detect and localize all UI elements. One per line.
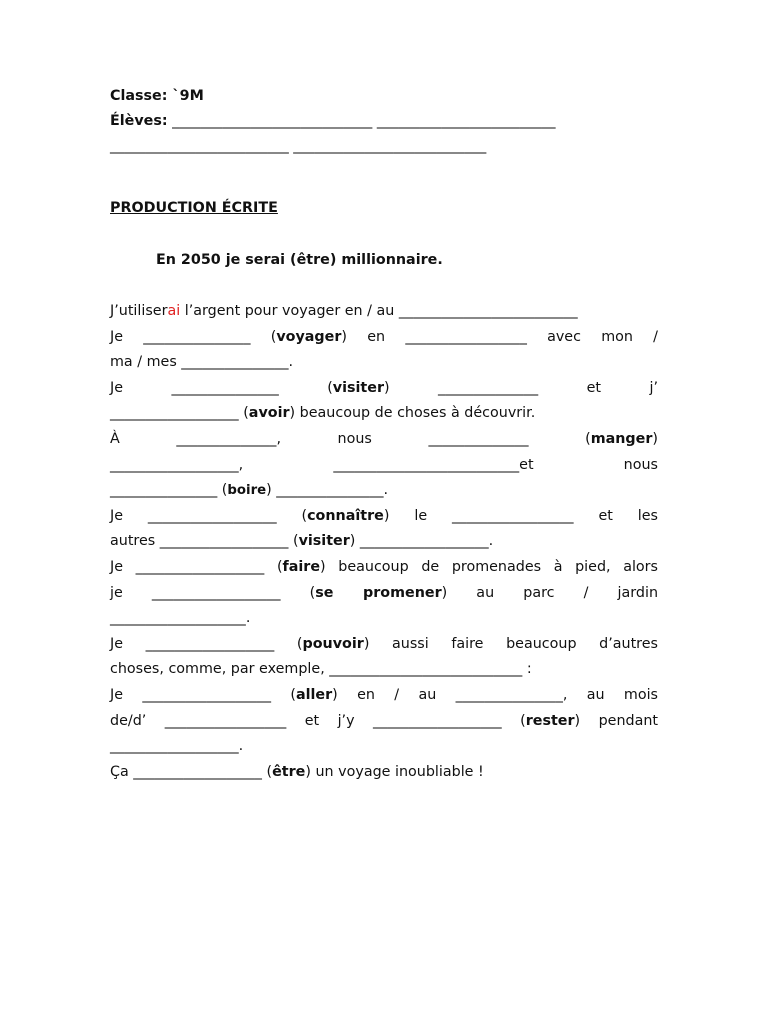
exercise-line-18: __________________. [110,738,244,755]
exercise-line-14 [110,632,658,658]
red-ending: ai [167,303,181,319]
exercise-line-10 [110,529,658,555]
text: Ça __________________ ( [110,763,273,780]
text: ) aussi faire beaucoup d’autres [363,635,658,652]
text: À ______________, nous ______________ ( [110,430,591,447]
exercise-line-13: ___________________. [110,610,251,627]
verb: faire [282,558,321,575]
verb: être [272,763,306,780]
text: Je __________________ ( [110,507,308,524]
text: ) en _________________ avec mon / [341,328,658,345]
verb: boire [227,483,267,499]
eleves-blanks-line-2: _________________________ ___________________________ [110,138,487,154]
text: ) __________________. [349,533,494,550]
text: ) beaucoup de promenades à pied, alors [320,558,658,575]
verb: voyager [276,328,342,345]
text: l’argent pour voyager en / au _________________________ [180,303,578,319]
eleves-blanks: ____________________________ _________________________ [172,113,556,129]
text: _______________ ( [110,482,228,499]
verb: pouvoir [302,635,364,652]
text: Je __________________ ( [110,558,283,575]
text: ) beaucoup de choses à découvrir. [289,405,536,422]
text: de/d’ _________________ et j’y __________________ ( [110,712,526,729]
text: ) ______________ et j’ [384,379,659,396]
text: J’utiliser [110,303,168,319]
worksheet [110,84,658,785]
exercise-line-1 [110,299,658,325]
text: Je _______________ ( [110,328,277,345]
classe-value: `9M [172,88,204,104]
exercise-line-8 [110,478,658,504]
text: ) [652,430,658,447]
exercise-text [110,299,658,785]
page-title: PRODUCTION ÉCRITE [110,200,278,216]
text: ) un voyage inoubliable ! [305,763,484,780]
exercise-line-9 [110,504,658,530]
classe-label: Classe: [110,88,168,104]
exercise-line-12 [110,581,658,607]
exercise-line-3: ma / mes _______________. [110,354,294,371]
verb: rester [525,712,575,729]
classe-line [110,84,658,109]
text: ) _______________. [266,482,389,499]
verb: visiter [332,379,384,396]
verb: avoir [248,405,290,422]
exercise-line-11 [110,555,658,581]
exercise-line-4 [110,376,658,402]
text: Je _______________ ( [110,379,333,396]
text: Je __________________ ( [110,635,303,652]
eleves-line [110,109,658,134]
text: Je __________________ ( [110,686,296,703]
verb: connaître [307,507,384,524]
exercise-line-17 [110,709,658,735]
exercise-line-5 [110,401,658,427]
exercise-line-6 [110,427,658,453]
prompt-sentence: En 2050 je serai (être) millionnaire. [156,252,443,268]
text: ) pendant [574,712,659,729]
exercise-line-19 [110,760,658,786]
exercise-line-2 [110,325,658,351]
exercise-line-16 [110,683,658,709]
exercise-line-15: choses, comme, par exemple, ___________________________ : [110,661,532,678]
text: autres __________________ ( [110,533,299,550]
text: ) en / au _______________, au mois [332,686,658,703]
verb: visiter [298,533,350,550]
verb: se promener [315,584,442,601]
text: je __________________ ( [110,584,316,601]
exercise-line-7: __________________, __________________________et nous [110,456,658,473]
text: ) au parc / jardin [441,584,659,601]
text: ) le _________________ et les [383,507,658,524]
verb: aller [295,686,333,703]
verb: manger [590,430,653,447]
text: __________________ ( [110,405,249,422]
eleves-label: Élèves: [110,113,168,129]
